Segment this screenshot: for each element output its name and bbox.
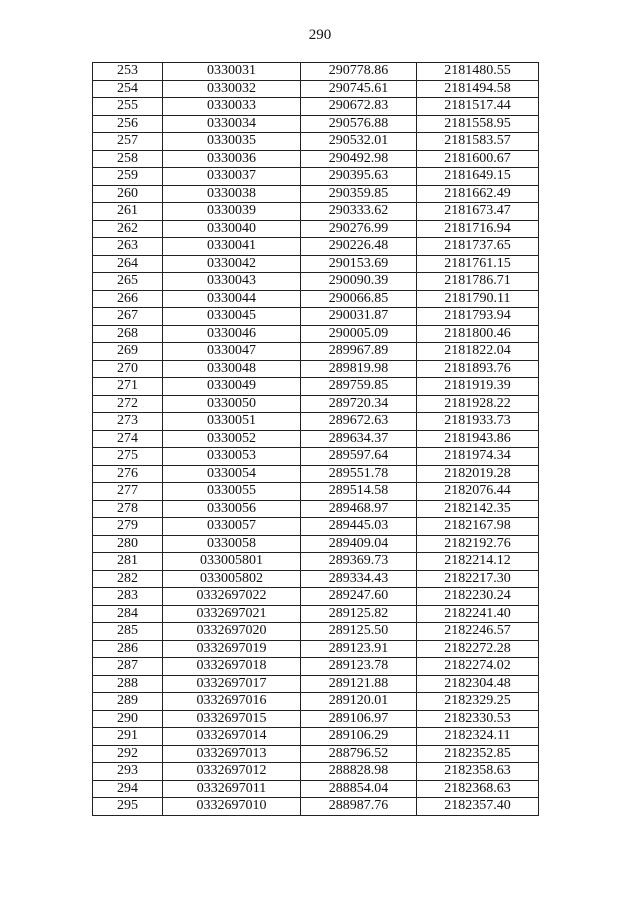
table-row (93, 203, 539, 221)
table-row (93, 780, 539, 798)
point-id-cell: 033005801 (163, 553, 301, 571)
y-coordinate-cell: 2182241.40 (417, 605, 539, 623)
y-coordinate-cell: 2181793.94 (417, 308, 539, 326)
y-coordinate-cell: 2182304.48 (417, 675, 539, 693)
table-row (93, 430, 539, 448)
y-coordinate-cell: 2181974.34 (417, 448, 539, 466)
x-coordinate-cell: 289514.58 (301, 483, 417, 501)
y-coordinate-cell: 2181517.44 (417, 98, 539, 116)
point-id-cell: 0330056 (163, 500, 301, 518)
row-number-cell: 265 (93, 273, 163, 291)
x-coordinate-cell: 289121.88 (301, 675, 417, 693)
point-id-cell: 0330048 (163, 360, 301, 378)
x-coordinate-cell: 290226.48 (301, 238, 417, 256)
row-number-cell: 291 (93, 728, 163, 746)
table-row (93, 553, 539, 571)
row-number-cell: 271 (93, 378, 163, 396)
row-number-cell: 278 (93, 500, 163, 518)
point-id-cell: 0330051 (163, 413, 301, 431)
row-number-cell: 290 (93, 710, 163, 728)
table-row (93, 150, 539, 168)
y-coordinate-cell: 2182076.44 (417, 483, 539, 501)
row-number-cell: 270 (93, 360, 163, 378)
row-number-cell: 284 (93, 605, 163, 623)
y-coordinate-cell: 2182167.98 (417, 518, 539, 536)
point-id-cell: 0332697012 (163, 763, 301, 781)
y-coordinate-cell: 2182330.53 (417, 710, 539, 728)
page-number: 290 (308, 27, 332, 43)
point-id-cell: 0330045 (163, 308, 301, 326)
x-coordinate-cell: 289967.89 (301, 343, 417, 361)
x-coordinate-cell: 290090.39 (301, 273, 417, 291)
table-row (93, 343, 539, 361)
point-id-cell: 0330040 (163, 220, 301, 238)
y-coordinate-cell: 2182217.30 (417, 570, 539, 588)
x-coordinate-cell: 289672.63 (301, 413, 417, 431)
x-coordinate-cell: 288987.76 (301, 798, 417, 816)
point-id-cell: 0330033 (163, 98, 301, 116)
table-row (93, 273, 539, 291)
x-coordinate-cell: 289468.97 (301, 500, 417, 518)
x-coordinate-cell: 289120.01 (301, 693, 417, 711)
point-id-cell: 0330058 (163, 535, 301, 553)
y-coordinate-cell: 2182324.11 (417, 728, 539, 746)
y-coordinate-cell: 2181662.49 (417, 185, 539, 203)
x-coordinate-cell: 290276.99 (301, 220, 417, 238)
point-id-cell: 0330043 (163, 273, 301, 291)
row-number-cell: 281 (93, 553, 163, 571)
y-coordinate-cell: 2181649.15 (417, 168, 539, 186)
row-number-cell: 282 (93, 570, 163, 588)
y-coordinate-cell: 2181761.15 (417, 255, 539, 273)
point-id-cell: 0330034 (163, 115, 301, 133)
table-row (93, 238, 539, 256)
table-row (93, 798, 539, 816)
row-number-cell: 283 (93, 588, 163, 606)
x-coordinate-cell: 290492.98 (301, 150, 417, 168)
y-coordinate-cell: 2181480.55 (417, 63, 539, 81)
x-coordinate-cell: 289634.37 (301, 430, 417, 448)
table-row (93, 570, 539, 588)
point-id-cell: 0332697010 (163, 798, 301, 816)
point-id-cell: 0332697020 (163, 623, 301, 641)
point-id-cell: 033005802 (163, 570, 301, 588)
row-number-cell: 261 (93, 203, 163, 221)
x-coordinate-cell: 290395.63 (301, 168, 417, 186)
row-number-cell: 272 (93, 395, 163, 413)
x-coordinate-cell: 288854.04 (301, 780, 417, 798)
y-coordinate-cell: 2181673.47 (417, 203, 539, 221)
y-coordinate-cell: 2181558.95 (417, 115, 539, 133)
point-id-cell: 0332697015 (163, 710, 301, 728)
row-number-cell: 288 (93, 675, 163, 693)
row-number-cell: 258 (93, 150, 163, 168)
table-row (93, 395, 539, 413)
point-id-cell: 0332697021 (163, 605, 301, 623)
y-coordinate-cell: 2182192.76 (417, 535, 539, 553)
y-coordinate-cell: 2181822.04 (417, 343, 539, 361)
x-coordinate-cell: 290532.01 (301, 133, 417, 151)
y-coordinate-cell: 2181790.11 (417, 290, 539, 308)
y-coordinate-cell: 2182358.63 (417, 763, 539, 781)
table-row (93, 185, 539, 203)
row-number-cell: 253 (93, 63, 163, 81)
row-number-cell: 277 (93, 483, 163, 501)
x-coordinate-cell: 289247.60 (301, 588, 417, 606)
y-coordinate-cell: 2182142.35 (417, 500, 539, 518)
table-row (93, 465, 539, 483)
point-id-cell: 0330044 (163, 290, 301, 308)
row-number-cell: 274 (93, 430, 163, 448)
y-coordinate-cell: 2181919.39 (417, 378, 539, 396)
y-coordinate-cell: 2181786.71 (417, 273, 539, 291)
table-row (93, 325, 539, 343)
row-number-cell: 266 (93, 290, 163, 308)
x-coordinate-cell: 289597.64 (301, 448, 417, 466)
table-row (93, 518, 539, 536)
row-number-cell: 279 (93, 518, 163, 536)
point-id-cell: 0332697011 (163, 780, 301, 798)
row-number-cell: 254 (93, 80, 163, 98)
table-row (93, 675, 539, 693)
y-coordinate-cell: 2181893.76 (417, 360, 539, 378)
x-coordinate-cell: 290333.62 (301, 203, 417, 221)
x-coordinate-cell: 289334.43 (301, 570, 417, 588)
row-number-cell: 268 (93, 325, 163, 343)
x-coordinate-cell: 289720.34 (301, 395, 417, 413)
x-coordinate-cell: 290031.87 (301, 308, 417, 326)
row-number-cell: 269 (93, 343, 163, 361)
point-id-cell: 0330050 (163, 395, 301, 413)
table-body (93, 63, 539, 816)
table-row (93, 658, 539, 676)
y-coordinate-cell: 2182246.57 (417, 623, 539, 641)
row-number-cell: 294 (93, 780, 163, 798)
row-number-cell: 273 (93, 413, 163, 431)
point-id-cell: 0332697017 (163, 675, 301, 693)
table-row (93, 535, 539, 553)
point-id-cell: 0330042 (163, 255, 301, 273)
table-row (93, 133, 539, 151)
table-row (93, 605, 539, 623)
table-row (93, 623, 539, 641)
point-id-cell: 0330036 (163, 150, 301, 168)
point-id-cell: 0330041 (163, 238, 301, 256)
table-row (93, 728, 539, 746)
table-row (93, 80, 539, 98)
point-id-cell: 0332697013 (163, 745, 301, 763)
point-id-cell: 0332697016 (163, 693, 301, 711)
row-number-cell: 264 (93, 255, 163, 273)
y-coordinate-cell: 2181737.65 (417, 238, 539, 256)
row-number-cell: 293 (93, 763, 163, 781)
point-id-cell: 0332697014 (163, 728, 301, 746)
table-row (93, 745, 539, 763)
point-id-cell: 0332697019 (163, 640, 301, 658)
x-coordinate-cell: 288796.52 (301, 745, 417, 763)
row-number-cell: 260 (93, 185, 163, 203)
table-row (93, 360, 539, 378)
y-coordinate-cell: 2181943.86 (417, 430, 539, 448)
y-coordinate-cell: 2182329.25 (417, 693, 539, 711)
table-row (93, 500, 539, 518)
y-coordinate-cell: 2182368.63 (417, 780, 539, 798)
x-coordinate-cell: 289106.29 (301, 728, 417, 746)
coordinates-table (92, 62, 539, 816)
x-coordinate-cell: 289106.97 (301, 710, 417, 728)
x-coordinate-cell: 289125.82 (301, 605, 417, 623)
table-row (93, 290, 539, 308)
x-coordinate-cell: 289369.73 (301, 553, 417, 571)
table-row (93, 115, 539, 133)
row-number-cell: 295 (93, 798, 163, 816)
y-coordinate-cell: 2181494.58 (417, 80, 539, 98)
y-coordinate-cell: 2182352.85 (417, 745, 539, 763)
x-coordinate-cell: 289551.78 (301, 465, 417, 483)
y-coordinate-cell: 2182274.02 (417, 658, 539, 676)
row-number-cell: 267 (93, 308, 163, 326)
y-coordinate-cell: 2182230.24 (417, 588, 539, 606)
point-id-cell: 0330046 (163, 325, 301, 343)
row-number-cell: 256 (93, 115, 163, 133)
row-number-cell: 280 (93, 535, 163, 553)
table-row (93, 483, 539, 501)
point-id-cell: 0330031 (163, 63, 301, 81)
row-number-cell: 285 (93, 623, 163, 641)
y-coordinate-cell: 2181583.57 (417, 133, 539, 151)
x-coordinate-cell: 288828.98 (301, 763, 417, 781)
x-coordinate-cell: 290153.69 (301, 255, 417, 273)
point-id-cell: 0330054 (163, 465, 301, 483)
x-coordinate-cell: 290745.61 (301, 80, 417, 98)
table-row (93, 693, 539, 711)
y-coordinate-cell: 2181716.94 (417, 220, 539, 238)
y-coordinate-cell: 2181928.22 (417, 395, 539, 413)
table-row (93, 255, 539, 273)
point-id-cell: 0330035 (163, 133, 301, 151)
table-row (93, 640, 539, 658)
row-number-cell: 259 (93, 168, 163, 186)
row-number-cell: 263 (93, 238, 163, 256)
point-id-cell: 0330037 (163, 168, 301, 186)
table-row (93, 308, 539, 326)
y-coordinate-cell: 2182019.28 (417, 465, 539, 483)
x-coordinate-cell: 290005.09 (301, 325, 417, 343)
x-coordinate-cell: 289125.50 (301, 623, 417, 641)
y-coordinate-cell: 2182357.40 (417, 798, 539, 816)
x-coordinate-cell: 290576.88 (301, 115, 417, 133)
point-id-cell: 0330057 (163, 518, 301, 536)
y-coordinate-cell: 2182272.28 (417, 640, 539, 658)
row-number-cell: 289 (93, 693, 163, 711)
x-coordinate-cell: 289123.78 (301, 658, 417, 676)
point-id-cell: 0330039 (163, 203, 301, 221)
row-number-cell: 257 (93, 133, 163, 151)
x-coordinate-cell: 289123.91 (301, 640, 417, 658)
table-row (93, 98, 539, 116)
table-row (93, 763, 539, 781)
y-coordinate-cell: 2181600.67 (417, 150, 539, 168)
x-coordinate-cell: 290359.85 (301, 185, 417, 203)
table-row (93, 168, 539, 186)
point-id-cell: 0330049 (163, 378, 301, 396)
x-coordinate-cell: 290066.85 (301, 290, 417, 308)
x-coordinate-cell: 290672.83 (301, 98, 417, 116)
table-row (93, 588, 539, 606)
x-coordinate-cell: 289445.03 (301, 518, 417, 536)
point-id-cell: 0330055 (163, 483, 301, 501)
y-coordinate-cell: 2181933.73 (417, 413, 539, 431)
table-row (93, 220, 539, 238)
x-coordinate-cell: 290778.86 (301, 63, 417, 81)
table-row (93, 413, 539, 431)
row-number-cell: 275 (93, 448, 163, 466)
y-coordinate-cell: 2181800.46 (417, 325, 539, 343)
point-id-cell: 0330052 (163, 430, 301, 448)
row-number-cell: 286 (93, 640, 163, 658)
table-row (93, 63, 539, 81)
row-number-cell: 255 (93, 98, 163, 116)
point-id-cell: 0332697018 (163, 658, 301, 676)
row-number-cell: 262 (93, 220, 163, 238)
row-number-cell: 292 (93, 745, 163, 763)
row-number-cell: 276 (93, 465, 163, 483)
x-coordinate-cell: 289759.85 (301, 378, 417, 396)
point-id-cell: 0330032 (163, 80, 301, 98)
row-number-cell: 287 (93, 658, 163, 676)
point-id-cell: 0332697022 (163, 588, 301, 606)
point-id-cell: 0330047 (163, 343, 301, 361)
table-row (93, 448, 539, 466)
x-coordinate-cell: 289409.04 (301, 535, 417, 553)
y-coordinate-cell: 2182214.12 (417, 553, 539, 571)
table-row (93, 710, 539, 728)
x-coordinate-cell: 289819.98 (301, 360, 417, 378)
point-id-cell: 0330053 (163, 448, 301, 466)
table-row (93, 378, 539, 396)
point-id-cell: 0330038 (163, 185, 301, 203)
